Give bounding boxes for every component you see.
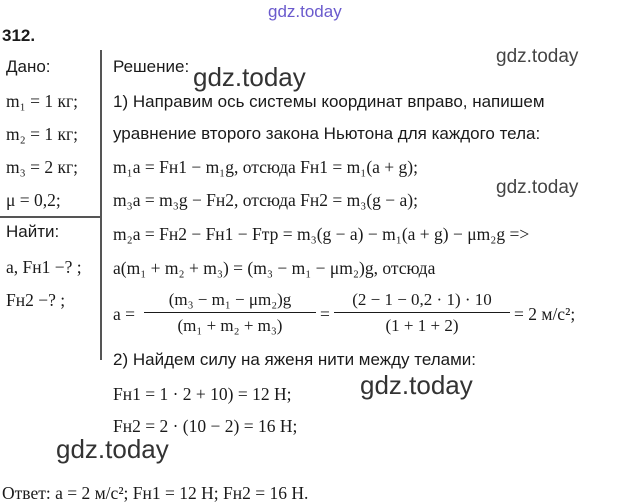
given-line: m₂ = 1 кг; <box>6 124 78 144</box>
watermark-mid-big: gdz.today <box>193 62 306 92</box>
equation-4: a(m₁ + m₂ + m₃) = (m₃ − m₁ − μm₂)g, отсюда <box>113 258 436 278</box>
force-2-result: Fн2 = 2 · (10 − 2) = 16 Н; <box>113 416 298 436</box>
force-1-result: Fн1 = 1 · 2 + 10) = 12 Н; <box>113 384 292 404</box>
fraction-result: = 2 м/с²; <box>514 304 576 324</box>
watermark-top: gdz.today <box>268 2 342 21</box>
solution-step-1: 1) Направим ось системы координат вправо, напишем <box>113 92 545 111</box>
fraction-1-denominator: (m₁ + m₂ + m₃) <box>177 316 283 335</box>
fraction-2-numerator: (2 − 1 − 0,2 · 1) · 10 <box>352 290 492 309</box>
equation-3: m₂a = Fн2 − Fн1 − Fтр = m₃(g − a) − m₁(a + g) − μm₂g => <box>113 224 530 244</box>
given-line: m₃ = 2 кг; <box>6 157 78 177</box>
watermark-right-top: gdz.today <box>496 46 579 67</box>
fraction-2-denominator: (1 + 1 + 2) <box>385 316 459 335</box>
watermark-lower-big: gdz.today <box>360 370 473 400</box>
column-divider <box>100 50 102 360</box>
answer-line: Ответ: a = 2 м/с²; Fн1 = 12 Н; Fн2 = 16 Н. <box>2 483 309 503</box>
find-line: a, Fн1 −? ; <box>6 257 82 277</box>
given-title: Дано: <box>6 57 51 76</box>
equation-2: m₃a = m₃g − Fн2, отсюда Fн2 = m₃(g − a); <box>113 190 418 210</box>
fraction-2-bar <box>334 312 510 313</box>
equation-1: m₁a = Fн1 − m₁g, отсюда Fн1 = m₁(a + g); <box>113 157 418 177</box>
solution-title: Решение: <box>113 57 190 76</box>
fraction-equals: = <box>320 304 330 324</box>
given-line: μ = 0,2; <box>6 190 61 210</box>
fraction-1-bar <box>144 312 316 313</box>
watermark-left-big: gdz.today <box>56 434 169 464</box>
solution-step-1-cont: уравнение второго закона Ньютона для каждого тела: <box>113 124 541 143</box>
find-line: Fн2 −? ; <box>6 290 66 310</box>
given-line: m₁ = 1 кг; <box>6 91 78 111</box>
problem-number: 312. <box>2 26 36 45</box>
fraction-lhs: a = <box>113 304 136 324</box>
watermark-right-mid: gdz.today <box>496 177 579 198</box>
given-find-divider <box>0 216 101 218</box>
find-title: Найти: <box>6 222 60 241</box>
fraction-1-numerator: (m₃ − m₁ − μm₂)g <box>168 290 292 309</box>
solution-step-2: 2) Найдем силу на яженя нити между телами: <box>113 350 477 369</box>
